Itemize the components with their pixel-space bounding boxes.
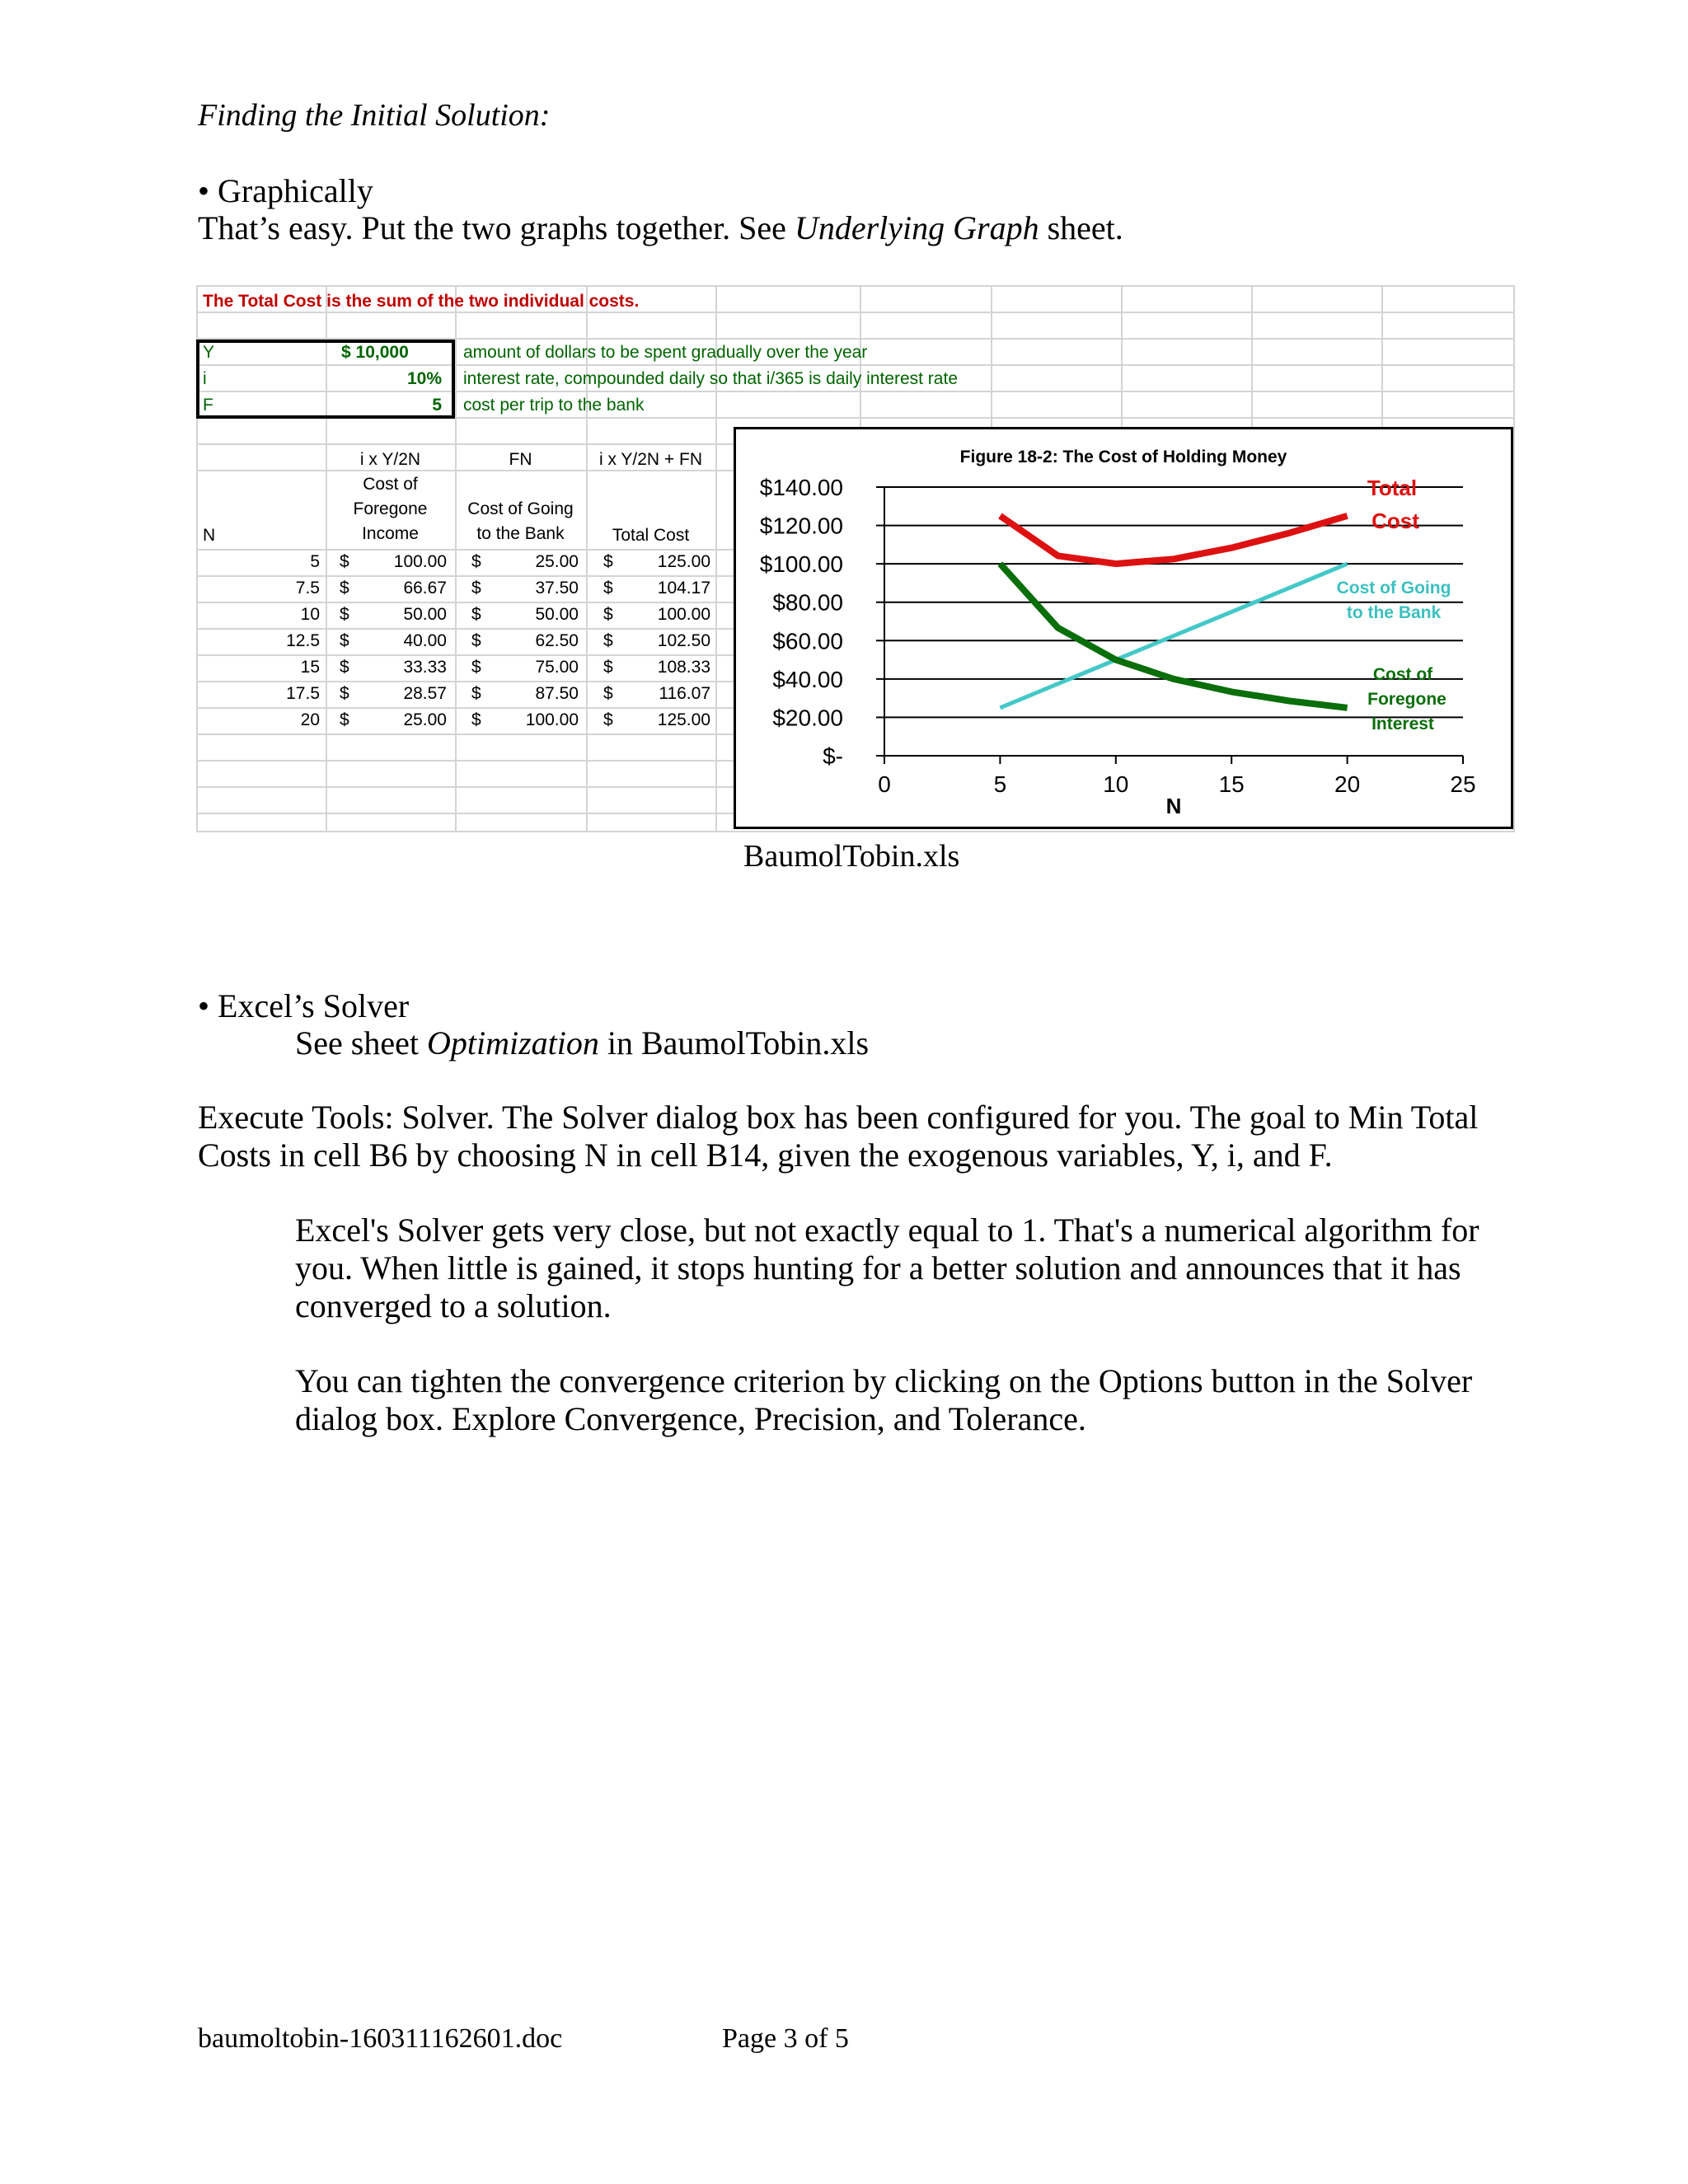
param-value-i: 10% — [406, 369, 442, 388]
param-desc-y: amount of dollars to be spent gradually over the year — [463, 343, 868, 362]
cell-foregone: 33.33 — [403, 658, 447, 677]
series-line — [1000, 516, 1347, 564]
sheet-title: The Total Cost is the sum of the two individual costs. — [203, 292, 640, 311]
graphically-description — [198, 209, 1123, 247]
gridline — [196, 470, 734, 471]
gridline — [196, 760, 734, 762]
header-formula-total: i x Y/2N + FN — [598, 450, 703, 469]
cell-total: 104.17 — [657, 579, 710, 598]
text-run: That’s easy. Put the two graphs together. See — [198, 209, 795, 246]
param-desc-i: interest rate, compounded daily so that i/365 is daily interest rate — [463, 369, 958, 388]
cell-bank: 62.50 — [535, 631, 579, 650]
cell-dollar: $ — [471, 552, 481, 571]
param-name-y: Y — [203, 343, 215, 362]
param-desc-f: cost per trip to the bank — [463, 396, 645, 415]
sheet-name: Optimization — [426, 1024, 599, 1062]
gridline — [196, 654, 734, 656]
gridline — [196, 312, 1515, 313]
cell-n: 7.5 — [295, 579, 320, 598]
cell-dollar: $ — [340, 579, 349, 598]
gridline — [196, 733, 734, 735]
cell-dollar: $ — [340, 605, 349, 624]
label-foregone-interest: Foregone — [1367, 690, 1447, 709]
header-formula-bank: FN — [509, 450, 532, 469]
text-run: See sheet — [295, 1024, 427, 1062]
y-tick-label: $20.00 — [772, 705, 843, 731]
param-value-f: 5 — [432, 396, 442, 415]
label-cost-going-bank: Cost of Going — [1336, 579, 1451, 598]
label-foregone-interest: Interest — [1372, 715, 1434, 733]
header-n: N — [203, 526, 216, 545]
x-tick-label: 10 — [1103, 771, 1129, 797]
y-tick-label: $- — [823, 743, 843, 769]
cell-dollar: $ — [340, 658, 349, 677]
cell-foregone: 40.00 — [403, 631, 447, 650]
cell-dollar: $ — [603, 552, 613, 571]
sheet-name: Underlying Graph — [794, 209, 1039, 246]
cell-dollar: $ — [471, 658, 481, 677]
gridline — [455, 285, 457, 832]
gridline — [1381, 285, 1383, 427]
cell-n: 20 — [300, 710, 320, 729]
gridline — [196, 628, 734, 630]
gridline — [196, 285, 1515, 287]
cell-bank: 50.00 — [535, 605, 579, 624]
gridline — [196, 831, 1515, 832]
bullet-graphically — [198, 171, 373, 210]
chart-box — [734, 427, 1513, 829]
cell-n: 5 — [310, 552, 320, 571]
cell-dollar: $ — [471, 579, 481, 598]
header-bank-l1: Cost of Going — [467, 499, 574, 518]
param-name-i: i — [203, 369, 207, 388]
gridline — [1513, 285, 1515, 832]
gridline — [196, 575, 734, 577]
cell-dollar: $ — [603, 605, 613, 624]
gridline — [1251, 285, 1253, 427]
series-line — [1000, 564, 1347, 708]
cell-n: 12.5 — [286, 631, 320, 650]
cell-total: 116.07 — [659, 684, 710, 703]
label-total-cost: Cost — [1372, 509, 1419, 533]
x-axis-label: N — [1165, 794, 1182, 818]
page-heading: Finding the Initial Solution: — [198, 98, 551, 133]
cell-n: 17.5 — [286, 684, 320, 703]
y-tick-label: $80.00 — [772, 589, 843, 616]
cell-dollar: $ — [340, 710, 349, 729]
param-value-y: $ 10,000 — [341, 343, 409, 362]
gridline — [196, 602, 734, 603]
bullet-marker: • — [198, 172, 210, 209]
text-run: sheet. — [1039, 209, 1123, 246]
x-tick-label: 5 — [993, 771, 1007, 797]
chart-title: Figure 18-2: The Cost of Holding Money — [959, 448, 1287, 466]
spreadsheet-embed — [196, 285, 1515, 832]
x-tick-label: 15 — [1218, 771, 1245, 797]
cell-total: 100.00 — [657, 605, 710, 624]
cell-dollar: $ — [603, 658, 613, 677]
cell-dollar: $ — [340, 684, 349, 703]
bullet-label: Graphically — [218, 172, 373, 209]
bullet-marker: • — [198, 987, 210, 1024]
y-tick-label: $100.00 — [759, 551, 843, 578]
footer-page-number: Page 3 of 5 — [722, 2023, 849, 2054]
cell-bank: 100.00 — [525, 710, 579, 729]
paragraph-tighten-convergence: You can tighten the convergence criterion by clicking on the Options button in the Solver dialog box. Explore Convergence, Precision, and Tolerance. — [295, 1362, 1473, 1437]
cell-dollar: $ — [603, 710, 613, 729]
param-name-f: F — [203, 396, 213, 415]
cell-n: 10 — [300, 605, 320, 624]
cell-dollar: $ — [340, 631, 349, 650]
header-bank-l2: to the Bank — [476, 524, 565, 543]
cell-dollar: $ — [340, 552, 349, 571]
x-tick-label: 0 — [878, 771, 891, 797]
cell-foregone: 100.00 — [393, 552, 447, 571]
gridline — [991, 285, 992, 427]
header-foregone-l2: Foregone — [353, 499, 428, 518]
gridline — [196, 813, 734, 814]
label-foregone-interest: Cost of — [1372, 665, 1433, 684]
gridline — [586, 285, 588, 832]
cell-total: 125.00 — [657, 552, 710, 571]
cell-bank: 37.50 — [535, 579, 579, 598]
cell-foregone: 25.00 — [403, 710, 447, 729]
cell-bank: 25.00 — [535, 552, 579, 571]
gridline — [715, 285, 717, 832]
cell-dollar: $ — [471, 631, 481, 650]
y-tick-label: $40.00 — [772, 666, 843, 692]
cell-bank: 87.50 — [535, 684, 579, 703]
cell-total: 125.00 — [657, 710, 710, 729]
cell-foregone: 50.00 — [403, 605, 447, 624]
header-formula-foregone: i x Y/2N — [359, 450, 421, 469]
label-cost-going-bank: to the Bank — [1346, 603, 1442, 622]
cell-foregone: 28.57 — [403, 684, 447, 703]
y-tick-label: $140.00 — [759, 475, 843, 500]
y-tick-label: $60.00 — [772, 628, 843, 654]
cell-n: 15 — [300, 658, 320, 677]
header-total-l1: Total Cost — [612, 526, 690, 545]
header-foregone-l1: Cost of — [363, 475, 418, 494]
paragraph-execute-solver: Execute Tools: Solver. The Solver dialog box has been configured for you. The goal to Min Total Costs in cell B6 by choosing N in cell B14, given the exogenous variables, Y, i, and F. — [198, 1099, 1479, 1174]
text-run: in BaumolTobin.xls — [598, 1024, 870, 1062]
gridline — [196, 707, 734, 709]
gridline — [196, 681, 734, 682]
x-tick-label: 20 — [1334, 771, 1361, 797]
bullet-label: Excel’s Solver — [218, 987, 410, 1024]
cell-dollar: $ — [471, 710, 481, 729]
label-total-cost: Total — [1367, 476, 1418, 500]
cell-dollar: $ — [603, 631, 613, 650]
x-tick-label: 25 — [1450, 771, 1476, 797]
cell-bank: 75.00 — [535, 658, 579, 677]
cell-dollar: $ — [471, 684, 481, 703]
header-foregone-l3: Income — [362, 524, 419, 543]
footer-filename: baumoltobin-160311162601.doc — [198, 2023, 563, 2054]
cell-foregone: 66.67 — [403, 579, 447, 598]
gridline — [196, 786, 734, 788]
paragraph-solver-close: Excel's Solver gets very close, but not exactly equal to 1. That's a numerical algorithm for you. When little is gained, it stops hunting for a better solution and announces that it has converged to a solution. — [295, 1212, 1479, 1324]
gridline — [196, 443, 734, 445]
y-tick-label: $120.00 — [759, 513, 843, 539]
gridline — [1121, 285, 1123, 427]
gridline — [196, 549, 734, 551]
cell-total: 102.50 — [657, 631, 710, 650]
bullet-excel-solver — [198, 987, 409, 1025]
cell-dollar: $ — [471, 605, 481, 624]
chart-caption: BaumolTobin.xls — [743, 839, 960, 874]
cell-dollar: $ — [603, 579, 613, 598]
cell-total: 108.33 — [657, 658, 710, 677]
solver-sheet-reference — [295, 1024, 869, 1062]
cell-dollar: $ — [603, 684, 613, 703]
cost-of-holding-money-chart — [736, 429, 1511, 827]
